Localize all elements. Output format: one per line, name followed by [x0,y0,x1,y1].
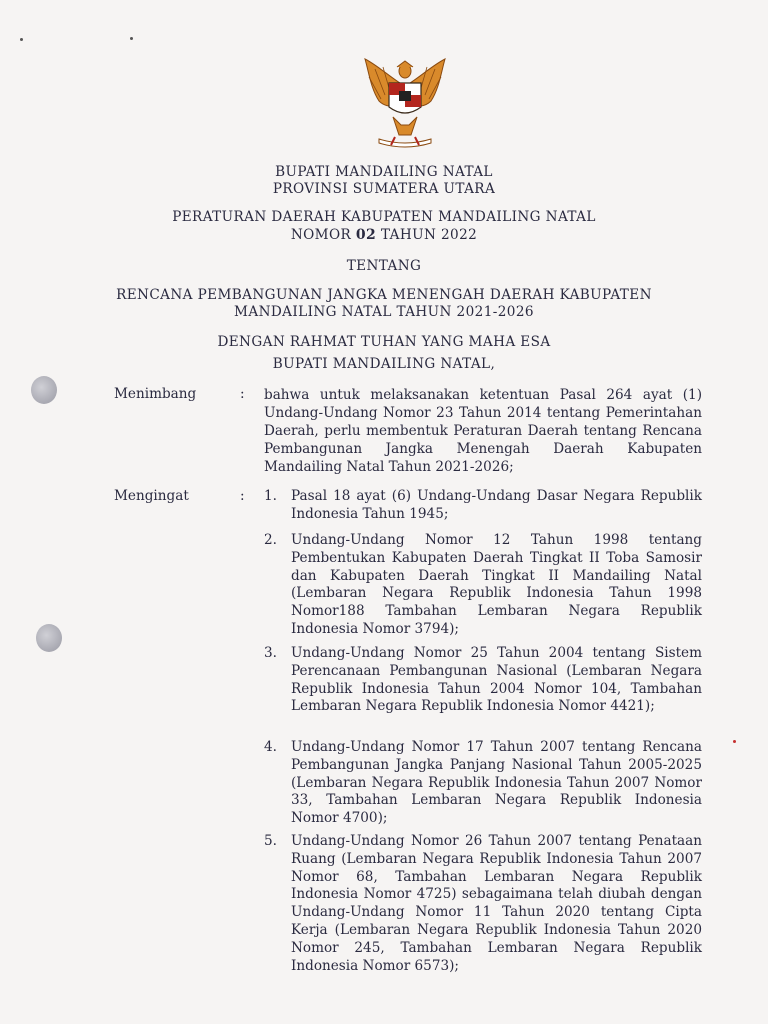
menimbang-colon: : [240,386,245,402]
list-item [264,739,702,828]
subject-line-1: RENCANA PEMBANGUNAN JANGKA MENENGAH DAERAH KABUPATEN [116,287,652,303]
subject-line-2: MANDAILING NATAL TAHUN 2021-2026 [234,304,534,320]
list-item [264,488,702,524]
punch-hole [36,624,62,652]
authority-line: BUPATI MANDAILING NATAL, [272,356,496,372]
list-item-text: Undang-Undang Nomor 12 Tahun 1998 tentang Pembentukan Kabupaten Daerah Tingkat II Toba Samosir dan Kabupaten Daerah Tingkat II Mandailing Natal (Lembaran Negara Republik Indonesia Tahun 1998 Nomor188 Tambahan Lembaran Negara Republik Indonesia Nomor 3794); [291,532,702,637]
scan-speck [130,37,133,40]
menimbang-text: bahwa untuk melaksanakan ketentuan Pasal 264 ayat (1) Undang-Undang Nomor 23 Tahun 2014 tentang Pemerintahan Daerah, perlu membentuk Peraturan Daerah tentang Rencana Pembangunan Jangka Menengah Daerah Kabupaten Mandailing Natal Tahun 2021-2026; [264,387,702,475]
list-item [264,532,702,639]
list-item-number: 5. [264,833,277,849]
list-item-number: 4. [264,739,277,755]
issuer-name: BUPATI MANDAILING NATAL [275,164,493,180]
list-item-text: Undang-Undang Nomor 26 Tahun 2007 tentang Penataan Ruang (Lembaran Negara Republik Indonesia Tahun 2007 Nomor 68, Tambahan Lembaran Negara Republik Indonesia Nomor 4725) sebagaimana telah diubah dengan Undang-Undang Nomor 11 Tahun 2020 tentang Cipta Kerja (Lembaran Negara Republik Indonesia Tahun 2020 Nomor 245, Tambahan Lembaran Negara Republik Indonesia Nomor 6573); [291,833,702,974]
list-item-number: 2. [264,532,277,548]
scan-speck [20,38,23,41]
list-item-text: Undang-Undang Nomor 25 Tahun 2004 tentang Sistem Perencanaan Pembangunan Nasional (Lembaran Negara Republik Indonesia Tahun 2004 Nomor 104, Tambahan Lembaran Negara Republik Indonesia Nomor 4421); [291,645,702,715]
tentang-heading: TENTANG [346,258,422,274]
nomor-prefix: NOMOR [290,227,352,243]
list-item-text: Pasal 18 ayat (6) Undang-Undang Dasar Negara Republik Indonesia Tahun 1945; [291,488,702,522]
list-item [264,833,702,975]
list-item-number: 1. [264,488,277,504]
mengingat-label: Mengingat [114,488,189,504]
mengingat-colon: : [240,488,245,504]
regulation-title: PERATURAN DAERAH KABUPATEN MANDAILING NATAL [172,209,596,225]
garuda-emblem-icon [355,55,455,150]
list-item-text: Undang-Undang Nomor 17 Tahun 2007 tentang Rencana Pembangunan Jangka Panjang Nasional Tahun 2005-2025 (Lembaran Negara Republik Indonesia Tahun 2007 Nomor 33, Tambahan Lembaran Negara Republik Indonesia Nomor 4700); [291,739,702,827]
scan-speck [733,740,736,743]
list-item [264,645,702,716]
nomor-suffix: TAHUN 2022 [380,227,478,243]
punch-hole [31,376,57,404]
list-item-number: 3. [264,645,277,661]
issuer-province: PROVINSI SUMATERA UTARA [272,181,496,197]
nomor-value: 02 [355,227,377,243]
regulation-number [0,226,768,244]
menimbang-label: Menimbang [114,386,197,402]
blessing-line: DENGAN RAHMAT TUHAN YANG MAHA ESA [217,334,551,350]
